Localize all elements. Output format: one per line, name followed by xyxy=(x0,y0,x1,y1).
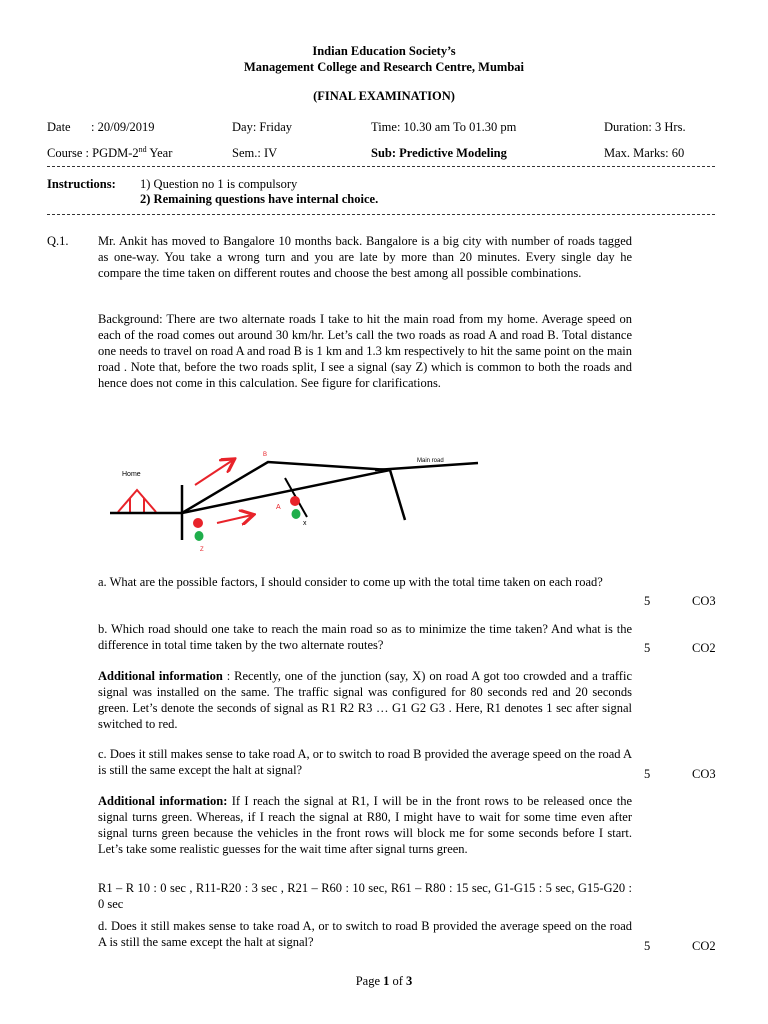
time-field: Time: 10.30 am To 01.30 pm xyxy=(371,120,517,134)
max-marks-field: Max. Marks: 60 xyxy=(604,146,685,160)
road-a xyxy=(182,470,390,513)
exam-title: (FINAL EXAMINATION) xyxy=(313,89,455,103)
arrow-icon xyxy=(195,460,233,485)
instruction-item: 1) Question no 1 is compulsory xyxy=(140,177,298,191)
course-outcome: CO2 xyxy=(692,641,716,655)
marks-value: 5 xyxy=(644,767,651,781)
divider xyxy=(47,166,715,167)
institution-line: Indian Education Society’s xyxy=(312,44,456,58)
question-number: Q.1. xyxy=(47,234,69,248)
duration-field: Duration: 3 Hrs. xyxy=(604,120,686,134)
instructions-label: Instructions: xyxy=(47,177,116,191)
course-field: Course : PGDM-2nd Year xyxy=(47,144,173,160)
day-field: Day: Friday xyxy=(232,120,293,134)
signal-wait-times: R1 – R 10 : 0 sec , R11-R20 : 3 sec , R21 – R60 : 10 sec, R61 – R80 : 15 sec, G1-G15 : 5 sec, G15-G20 : 0 sec xyxy=(98,881,632,911)
question-background: Background: There are two alternate roads I take to hit the main road from my home. Average speed on each of the road comes out around 30 km/hr. Let’s call the two roads as road A and road B. Total distance one needs to travel on road A and road B is 1 km and 1.3 km respectively to hit the same point on the main road . Note that, before the two roads split, I see a signal (say Z) which is common to both the roads and hence does not come in this calculation. See figure for clarifications. xyxy=(98,312,632,390)
main-road xyxy=(375,463,478,470)
subquestion-d: d. Does it still makes sense to take road A, or to switch to road B provided the average speed on the road A is still the same except the halt at signal? xyxy=(98,919,632,949)
road-diagram xyxy=(100,440,490,560)
signal-red-light xyxy=(290,496,300,506)
arrow-icon xyxy=(217,515,252,523)
page-number: Page 1 of 3 xyxy=(355,974,413,988)
junction-x-label: x xyxy=(303,520,307,527)
home-icon xyxy=(118,490,156,512)
question-intro: Mr. Ankit has moved to Bangalore 10 months back. Bangalore is a big city with number of roads tagged as one-way. You take a wrong turn and you are late by more than 20 minutes. Every single day he compare the time taken on different routes and choose the best among all possible combinations. xyxy=(98,234,632,280)
course-outcome: CO3 xyxy=(692,594,716,608)
date-value: : 20/09/2019 xyxy=(91,120,155,134)
course-outcome: CO3 xyxy=(692,767,716,781)
date-label: Date xyxy=(47,120,71,134)
instruction-item: 2) Remaining questions have internal choice. xyxy=(140,192,379,206)
road-b-label: B xyxy=(263,452,268,458)
signal-green-light xyxy=(195,531,204,541)
home-label: Home xyxy=(122,471,141,478)
signal-z-label: Z xyxy=(200,547,204,553)
divider xyxy=(47,214,715,215)
subject-field: Sub: Predictive Modeling xyxy=(371,146,507,160)
main-road-branch xyxy=(390,470,405,520)
course-outcome: CO2 xyxy=(692,939,716,953)
main-road-label: Main road xyxy=(417,458,444,464)
subquestion-c: c. Does it still makes sense to take road A, or to switch to road B provided the average speed on the road A is still the same except the halt at signal? xyxy=(98,747,632,777)
semester-field: Sem.: IV xyxy=(232,146,278,160)
college-name: Management College and Research Centre, Mumbai xyxy=(243,60,525,74)
signal-green-light xyxy=(292,509,301,519)
additional-info-2: Additional information: If I reach the signal at R1, I will be in the front rows to be released once the signal turns green. Whereas, if I reach the signal at R80, I might have to wait for some time even after signal turns green because the vehicles in the front rows will block me for some seconds before I start. Let’s take some realistic guesses for the wait time after signal turns green. xyxy=(98,794,632,856)
road-a-label: A xyxy=(276,504,281,511)
subquestion-b: b. Which road should one take to reach the main road so as to minimize the time taken? And what is the difference in total time taken by the two alternate routes? xyxy=(98,622,632,652)
marks-value: 5 xyxy=(644,641,651,655)
signal-red-light xyxy=(193,518,203,528)
marks-value: 5 xyxy=(644,594,651,608)
marks-value: 5 xyxy=(644,939,651,953)
subquestion-a: a. What are the possible factors, I should consider to come up with the total time taken on each road? xyxy=(98,575,603,589)
additional-info-1: Additional information : Recently, one of the junction (say, X) on road A got too crowded and a traffic signal was installed on the same. The traffic signal was configured for 80 seconds red and 20 seconds green. Let’s denote the seconds of signal as R1 R2 R3 … G1 G2 G3 . Here, R1 denotes 1 sec after signal switched to red. xyxy=(98,669,632,731)
